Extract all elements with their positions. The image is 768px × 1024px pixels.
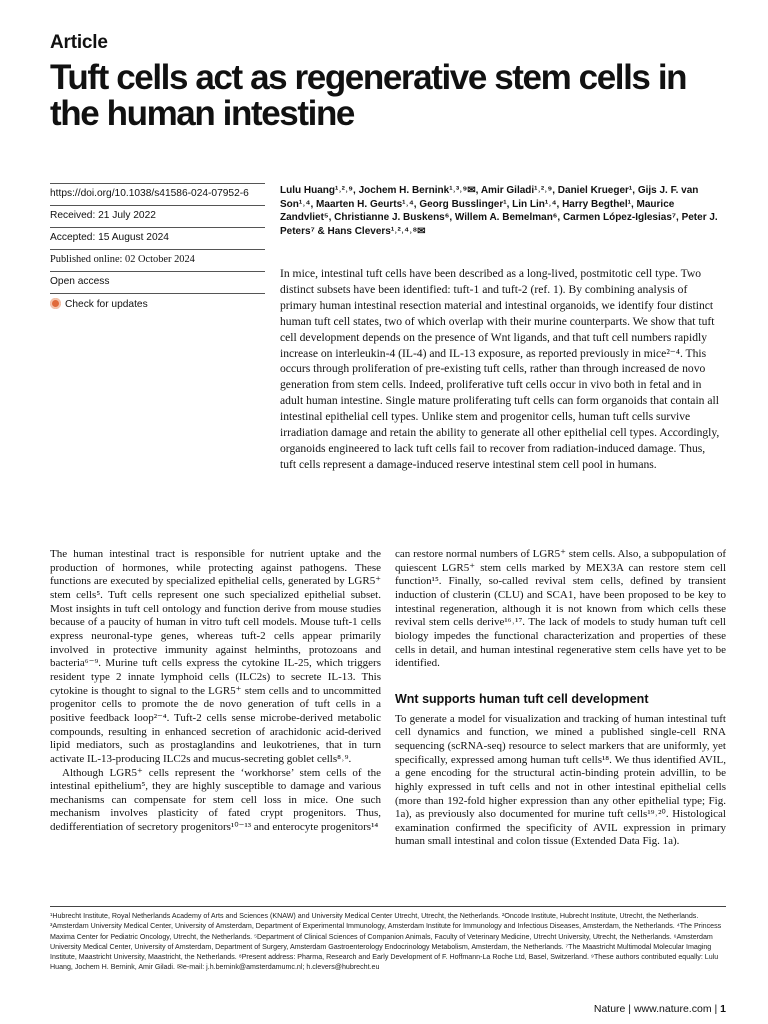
page-number: 1 [720, 1003, 726, 1015]
footer-separator: | [714, 1003, 718, 1015]
section-heading: Wnt supports human tuft cell development [395, 691, 649, 706]
body-paragraph: The human intestinal tract is responsible for nutrient uptake and the production of hormones, while protecting against pathogens. These functions are executed by specialized epithelial cells, generated by LGR5⁺ stem cells⁵. Tuft cells represent one such specialized epithelial subset. Most insights in tuft cell ontology and function derive from mouse studies because of a paucity of human in vitro tuft cell models. Mouse tuft-1 cells express neuronal-type genes, whereas tuft-2 cells appear primarily involved in protective immunity against helminths, protozoans and bacteria⁶⁻⁹. Murine tuft cells express the cytokine IL-25, which triggers resident type 2 innate lymphoid cells (ILC2s) to secrete IL-13. This cytokine is thought to signal to the LGR5⁺ stem cells and to uncommitted progenitor cells to promote the de novo generation of tuft cells in a positive feedback loop²⁻⁴. Tuft-2 cells sense microbe-derived metabolic compounds, resulting in enhanced secretion of arachidonic acid-derived lipid mediators, such as prostaglandins and leukotrienes, that in turn activate IL-13-producing ILC2s and mucus-secreting goblet cells⁸˒⁹. [50, 548, 381, 765]
check-updates-button[interactable] [50, 293, 265, 315]
body-paragraph: Although LGR5⁺ cells represent the ‘workhorse’ stem cells of the intestinal epithelium⁵, they are highly susceptible to damage and various mechanisms can compensate for stem cell loss in mice. One such mechanism involves plasticity of fated crypt progenitors. Thus, dedifferentiation of secretory progenitors¹⁰⁻¹³ and enterocyte progenitors¹⁴ [50, 766, 381, 834]
journal-name: Nature [593, 1003, 626, 1015]
check-updates-icon [50, 298, 61, 309]
journal-site-link[interactable]: www.nature.com [633, 1003, 712, 1015]
open-access-label: Open access [50, 271, 265, 293]
page-footer [594, 1003, 726, 1015]
accepted-date: Accepted: 15 August 2024 [50, 227, 265, 249]
check-updates-label: Check for updates [65, 299, 148, 310]
body-paragraph: can restore normal numbers of LGR5⁺ stem cells. Also, a subpopulation of quiescent LGR5⁺ stem cells marked by MEX3A can restore stem cell function¹⁵. Finally, so-called revival stem cells, defined by transient induction of clusterin (CLU) and SCA1, have been proposed to be key to intestinal regeneration, although it is not known from which cells these revival stem cells derive¹⁶˒¹⁷. The lack of models to study human tuft cell biology impedes the functional characterization and properties of these cells in detail, and human intestinal regenerative stem cells have yet to be identified. [395, 548, 726, 670]
author-list: Lulu Huang¹˒²˒⁹, Jochem H. Bernink¹˒³˒⁹✉, Amir Giladi¹˒²˒⁹, Daniel Krueger¹, Gijs J. F. van Son¹˒⁴, Maarten H. Geurts¹˒⁴, Georg Busslinger¹, Lin Lin¹˒⁴, Harry Begthel¹, Maurice Zandvliet⁵, Christianne J. Buskens⁶, Willem A. Bemelman⁶, Carmen López-Iglesias⁷, Peter J. Peters⁷ & Hans Clevers¹˒²˒⁴˒⁸✉ [280, 185, 718, 237]
body-column-1 [50, 548, 381, 835]
doi-link[interactable]: https://doi.org/10.1038/s41586-024-07952-6 [50, 183, 265, 205]
footnote-divider [50, 906, 726, 907]
abstract: In mice, intestinal tuft cells have been described as a long-lived, postmitotic cell type. Two distinct subsets have been identified: tuft-1 and tuft-2 (ref. 1). By combining analysis of primary human intestinal resection material and intestinal organoids, we identify four distinct human tuft cell states, two of which overlap with their murine counterparts. We show that tuft cell development depends on the presence of Wnt ligands, and that tuft cell numbers rapidly increase on interleukin-4 (IL-4) and IL-13 exposure, as reported previously in mice²⁻⁴. This occurs through proliferation of pre-existing tuft cells, rather than through increased de novo generation from stem cells. Indeed, proliferative tuft cells occur in vivo both in fetal and in adult human intestine. Single mature proliferating tuft cells can form organoids that contain all intestinal epithelial cell types. Unlike stem and progenitor cells, human tuft cells survive irradiation damage and retain the ability to generate all other epithelial cell types. Accordingly, organoids engineered to lack tuft cells fail to recover from radiation-induced damage. Thus, tuft cells represent a damage-induced reserve intestinal stem cell pool in humans. [280, 267, 720, 471]
article-type-label: Article [50, 32, 108, 53]
article-title: Tuft cells act as regenerative stem cells in the human intestine [50, 58, 687, 133]
body-column-2 [395, 548, 726, 849]
published-date: Published online: 02 October 2024 [50, 249, 265, 271]
article-meta [50, 183, 265, 315]
footer-separator: | [628, 1003, 632, 1015]
body-paragraph: To generate a model for visualization and tracking of human intestinal tuft cell dynamics and function, we mined a published single-cell RNA sequencing (scRNA-seq) resource to select markers that are uniformly, yet specifically, expressed among human tuft cells¹⁸. We thus identified AVIL, a gene encoding for the structural actin-binding protein advillin, to be highly expressed in tuft cells and not in other intestinal epithelial cells (more than 192-fold higher expression than any other epithelial type; Fig. 1a), as previously also documented for murine tuft cells¹⁹˒²⁰. Histological examination confirmed the specificity of AVIL expression in primary human small intestinal and colon tissue (Extended Data Fig. 1a). [395, 712, 726, 848]
affiliations-footnotes: ¹Hubrecht Institute, Royal Netherlands Academy of Arts and Sciences (KNAW) and University Medical Center Utrecht, Utrecht, the Netherlands. ²Oncode Institute, Hubrecht Institute, Utrecht, the Netherlands. ³Amsterdam University Medical Center, University of Amsterdam, Department of Experimental Immunology, Amsterdam Institute for Immunology and Infectious Diseases, Amsterdam, the Netherlands. ⁴The Princess Maxima Center for Pediatric Oncology, Utrecht, the Netherlands. ⁵Department of Clinical Sciences of Companion Animals, Faculty of Veterinary Medicine, Utrecht University, Utrecht, the Netherlands. ⁶Amsterdam University Medical Center, University of Amsterdam, Department of Surgery, Amsterdam Gastroenterology Endocrinology Metabolism, Amsterdam, the Netherlands. ⁷The Maastricht Multimodal Molecular Imaging Institute, Maastricht University, Maastricht, the Netherlands. ⁸Present address: Pharma, Research and Early Development of F. Hoffmann-La Roche Ltd, Basel, Switzerland. ⁹These authors contributed equally: Lulu Huang, Jochem H. Bernink, Amir Giladi. ✉e-mail: j.h.bernink@amsterdamumc.nl; h.clevers@hubrecht.eu [50, 912, 722, 972]
received-date: Received: 21 July 2022 [50, 205, 265, 227]
